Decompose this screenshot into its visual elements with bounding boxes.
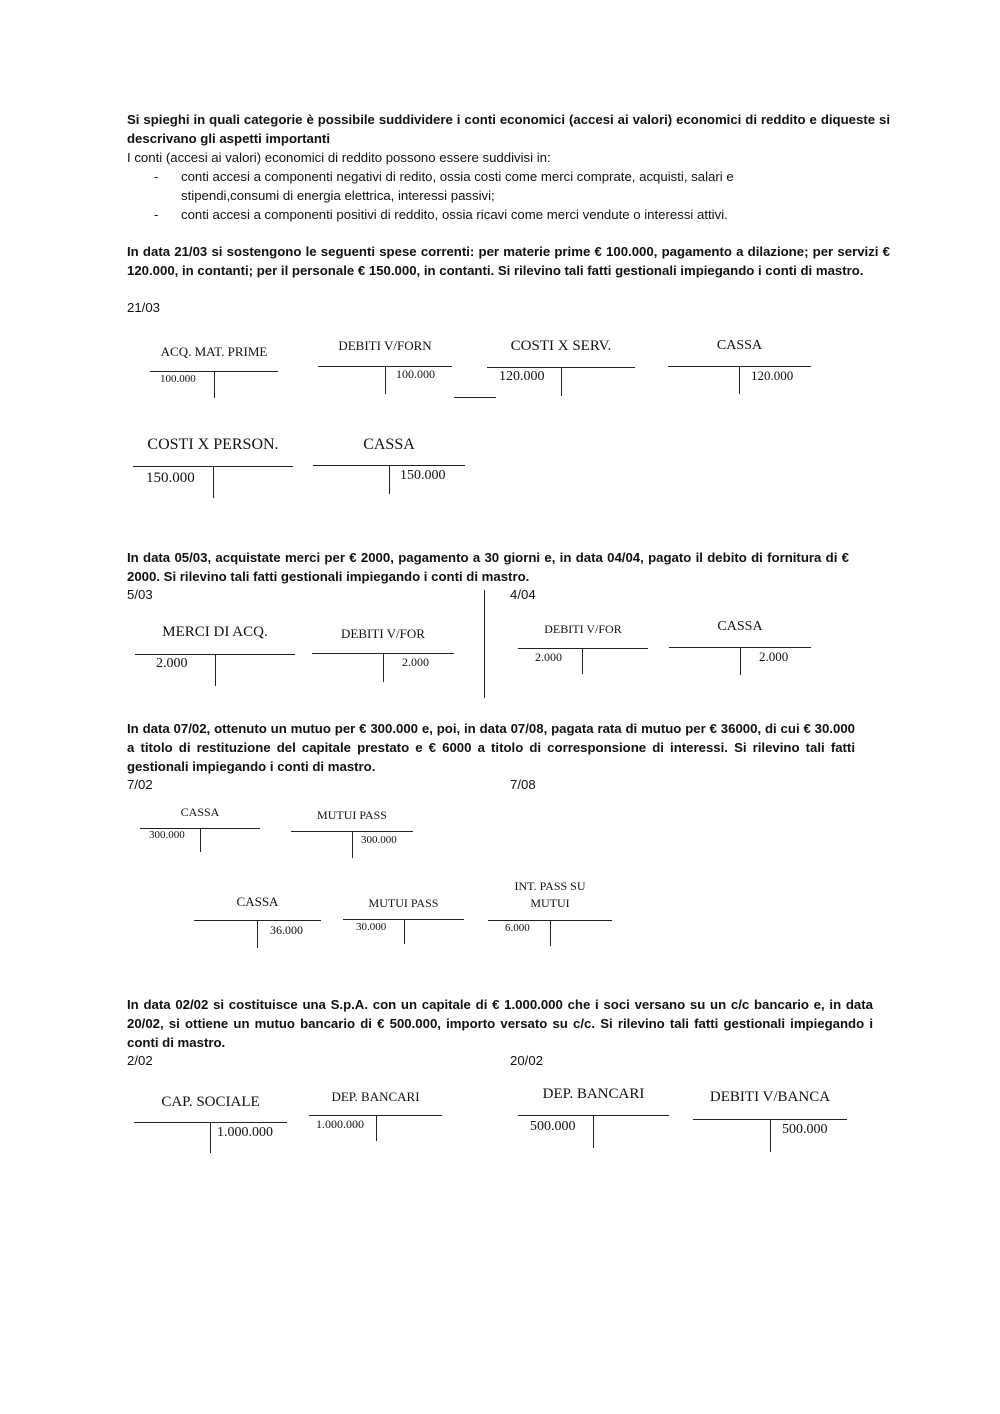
ex4-date-1: 2/02: [127, 1053, 153, 1068]
account-title: DEBITI V/BANCA: [709, 1089, 831, 1105]
ex2-date-2: 4/04: [510, 587, 536, 602]
t-account: [133, 436, 293, 500]
t-account: [150, 344, 278, 400]
bullet-dash: -: [154, 169, 159, 184]
account-top-line: [518, 648, 648, 649]
debit-amount: 120.000: [499, 369, 545, 384]
account-title: CASSA: [363, 436, 415, 453]
account-split-line: [376, 1115, 377, 1141]
account-split-line: [770, 1119, 771, 1152]
credit-amount: 2.000: [759, 649, 789, 664]
ex2-question: In data 05/03, acquistate merci per € 2000, pagamento a 30 giorni e, in data 04/04, pagato il debito di fornitura di € 2000. Si rilevino tali fatti gestionali impiegando i conti di mastro.: [127, 550, 849, 584]
account-title: DEBITI V/FOR: [341, 626, 425, 641]
t-account: [194, 894, 321, 950]
account-split-line: [215, 654, 216, 686]
list-item: [127, 167, 827, 205]
ex4-question: In data 02/02 si costituisce una S.p.A. con un capitale di € 1.000.000 che i soci versano su un c/c bancario e, in data 20/02, si ottiene un mutuo bancario di € 500.000, importo versato su c/c. Si rilevino tali fatti gestionali impiegando i conti di mastro.: [127, 997, 873, 1050]
account-title: COSTI X PERSON.: [147, 436, 279, 453]
credit-amount: 300.000: [361, 834, 397, 846]
account-split-line: [739, 366, 740, 394]
account-split-line: [389, 465, 390, 494]
account-split-line: [582, 648, 583, 674]
account-split-line: [213, 466, 214, 498]
debit-amount: 2.000: [156, 656, 188, 671]
ex3-date-2: 7/08: [510, 777, 536, 792]
t-account: [669, 619, 811, 677]
credit-amount: 120.000: [751, 368, 794, 383]
ex2-date-1: 5/03: [127, 587, 153, 602]
account-split-line: [257, 920, 258, 948]
account-title: CASSA: [716, 338, 763, 353]
account-title: COSTI X SERV.: [510, 338, 612, 354]
account-title: MUTUI PASS: [368, 896, 439, 910]
intro-bullet-list: [127, 167, 827, 224]
ex3-question: In data 07/02, ottenuto un mutuo per € 300.000 e, poi, in data 07/08, pagata rata di mutuo per € 36000, di cui € 30.000 a titolo di restituzione del capitale prestato e € 6000 a titolo di corresponsione di interessi. Si rilevino tali fatti gestionali impiegando i conti di mastro.: [127, 721, 855, 774]
ex3-date-1: 7/02: [127, 777, 153, 792]
account-split-line: [385, 366, 386, 394]
t-account: [488, 878, 612, 948]
account-split-line: [740, 647, 741, 675]
credit-amount: 1.000.000: [217, 1125, 273, 1140]
t-account: [518, 1086, 669, 1150]
account-split-line: [383, 653, 384, 682]
list-item: [127, 205, 827, 224]
t-account: [291, 808, 413, 860]
intro-answer: I conti (accesi ai valori) economici di reddito possono essere suddivisi in:: [127, 150, 551, 165]
bullet-text-line1: conti accesi a componenti positivi di reddito, ossia ricavi come merci vendute o interessi attivi.: [181, 207, 728, 222]
account-title: CASSA: [180, 805, 220, 819]
debit-amount: 500.000: [530, 1119, 576, 1134]
ex4-date-2: 20/02: [510, 1053, 544, 1068]
debit-amount: 6.000: [505, 922, 530, 934]
t-account: [140, 805, 260, 855]
account-split-line: [200, 828, 201, 852]
account-title: CAP. SOCIALE: [161, 1094, 260, 1110]
t-account: [518, 622, 648, 676]
t-account: [313, 436, 465, 496]
account-split-line: [593, 1115, 594, 1148]
credit-amount: 36.000: [270, 923, 303, 937]
account-split-line: [404, 919, 405, 944]
bullet-text-line2: stipendi,consumi di energia elettrica, interessi passivi;: [181, 188, 495, 203]
t-account: [135, 624, 295, 688]
account-title-line1: INT. PASS SU: [514, 879, 586, 893]
credit-amount: 150.000: [400, 468, 446, 483]
account-title: ACQ. MAT. PRIME: [160, 344, 268, 359]
account-split-line: [561, 367, 562, 396]
account-split-line: [210, 1122, 211, 1153]
account-title: CASSA: [236, 894, 279, 909]
debit-amount: 30.000: [356, 921, 387, 933]
bullet-dash: -: [154, 207, 159, 222]
t-account: [668, 338, 811, 396]
debit-amount: 1.000.000: [316, 1117, 364, 1131]
account-title: CASSA: [717, 619, 763, 634]
debit-amount: 300.000: [149, 829, 185, 841]
credit-amount: 100.000: [396, 367, 435, 381]
account-split-line: [214, 371, 215, 398]
section-separator: [484, 590, 485, 698]
ex1-date: 21/03: [127, 300, 161, 315]
debit-amount: 150.000: [146, 470, 195, 486]
t-account: [487, 338, 635, 398]
account-title: DEBITI V/FORN: [338, 338, 432, 353]
account-split-line: [550, 920, 551, 946]
intro-question: Si spieghi in quali categorie è possibile suddividere i conti economici (accesi ai valori) economici di reddito e diqueste si descrivano gli aspetti importanti: [127, 112, 890, 146]
account-title: MERCI DI ACQ.: [162, 624, 268, 640]
credit-amount: 2.000: [402, 655, 429, 669]
debit-amount: 100.000: [160, 373, 196, 385]
bullet-text-line1: conti accesi a componenti negativi di redito, ossia costi come merci comprate, acquisti, salari e: [181, 169, 734, 184]
debit-amount: 2.000: [535, 650, 562, 664]
account-split-line: [352, 831, 353, 858]
ex1-question: In data 21/03 si sostengono le seguenti spese correnti: per materie prime € 100.000, pagamento a dilazione; per servizi € 120.000, in contanti; per il personale € 150.000, in contanti. Si rilevino tali fatti gestionali impiegando i conti di mastro.: [127, 244, 890, 278]
account-title: DEP. BANCARI: [331, 1089, 420, 1104]
account-title: DEBITI V/FOR: [544, 622, 622, 636]
t-account: [312, 626, 454, 684]
t-account: [134, 1094, 287, 1154]
t-account: [343, 896, 464, 948]
credit-amount: 500.000: [782, 1122, 828, 1137]
account-title-line2: MUTUI: [530, 896, 570, 910]
t-account: [309, 1089, 442, 1143]
account-title: MUTUI PASS: [317, 808, 387, 822]
account-title: [488, 878, 612, 912]
account-title: DEP. BANCARI: [542, 1086, 645, 1102]
t-account: [318, 338, 452, 396]
t-account: [693, 1089, 847, 1153]
